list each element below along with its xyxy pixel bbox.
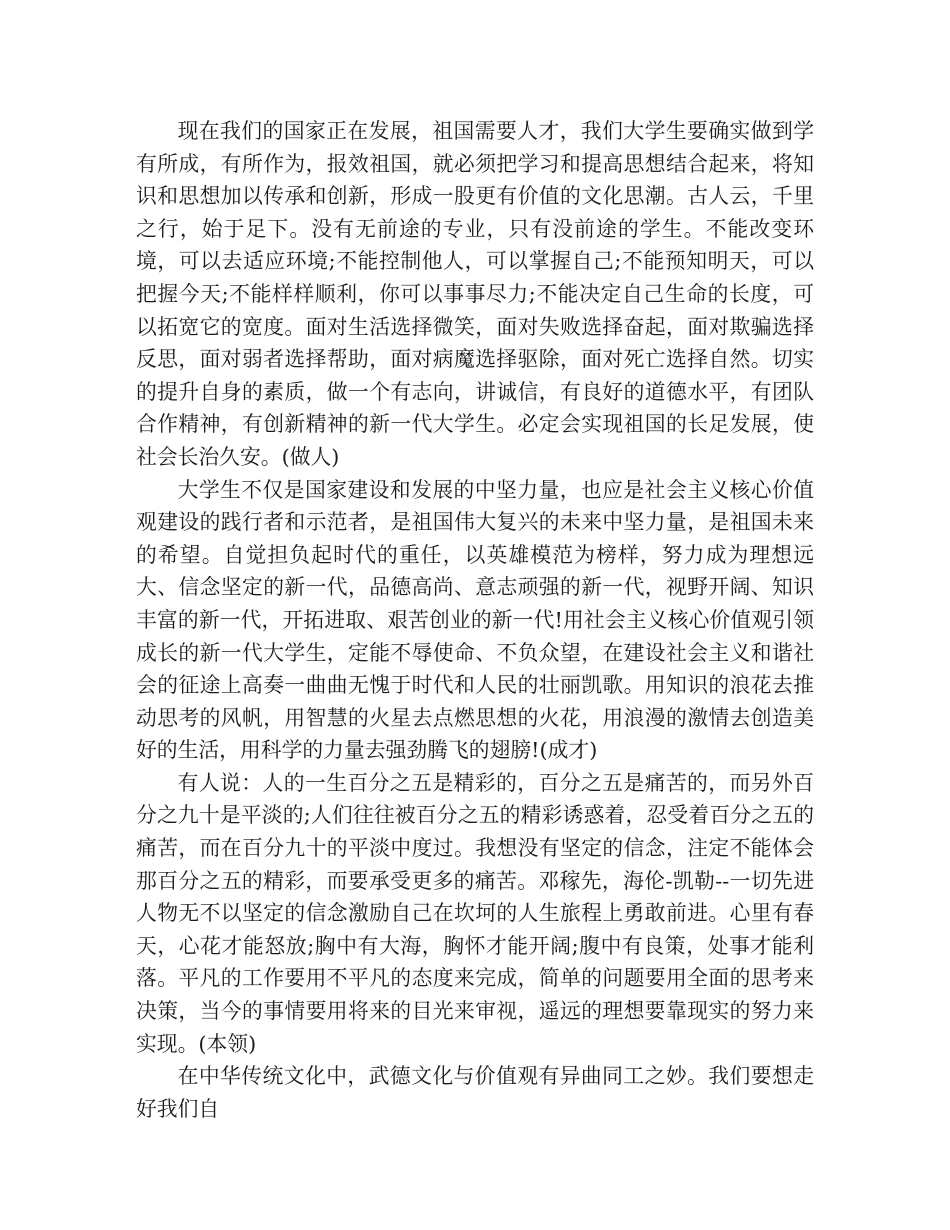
paragraph-wude: 在中华传统文化中，武德文化与价值观有异曲同工之妙。我们要想走好我们自 [136,1064,814,1121]
paragraph-zuoren: 现在我们的国家正在发展，祖国需要人才，我们大学生要确实做到学有所成，有所作为，报效祖国，就必须把学习和提高思想结合起来，将知识和思想加以传承和创新，形成一股更有价值的文化思潮。古人云，千里之行，始于足下。没有无前途的专业，只有没前途的学生。不能改变环境，可以去适应环境;不能控制他人，可以掌握自己;不能预知明天，可以把握今天;不能样样顺利，你可以事事尽力;不能决定自己生命的长度，可以拓宽它的宽度。面对生活选择微笑，面对失败选择奋起，面对欺骗选择反思，面对弱者选择帮助，面对病魔选择驱除，面对死亡选择自然。切实的提升自身的素质，做一个有志向，讲诚信，有良好的道德水平，有团队合作精神，有创新精神的新一代大学生。必定会实现祖国的长足发展，使社会长治久安。(做人) [136,119,814,469]
paragraph-chengcai: 大学生不仅是国家建设和发展的中坚力量，也应是社会主义核心价值观建设的践行者和示范者，是祖国伟大复兴的未来中坚力量，是祖国未来的希望。自觉担负起时代的重任，以英雄模范为榜样，努力成为理想远大、信念坚定的新一代，品德高尚、意志顽强的新一代，视野开阔、知识丰富的新一代，开拓进取、艰苦创业的新一代!用社会主义核心价值观引领成长的新一代大学生，定能不辱使命、不负众望，在建设社会主义和谐社会的征途上高奏一曲曲无愧于时代和人民的壮丽凯歌。用知识的浪花去推动思考的风帆，用智慧的火星去点燃思想的火花，用浪漫的激情去创造美好的生活，用科学的力量去强劲腾飞的翅膀!(成才) [136,477,814,763]
paragraph-benling: 有人说：人的一生百分之五是精彩的，百分之五是痛苦的，而另外百分之九十是平淡的;人们往往被百分之五的精彩诱惑着，忍受着百分之五的痛苦，而在百分九十的平淡中度过。我想没有坚定的信念，注定不能体会那百分之五的精彩，而要承受更多的痛苦。邓稼先，海伦-凯勒--一切先进人物无不以坚定的信念激励自己在坎坷的人生旅程上勇敢前进。心里有春天，心花才能怒放;胸中有大海，胸怀才能开阔;腹中有良策，处事才能利落。平凡的工作要用不平凡的态度来完成，简单的问题要用全面的思考来决策，当今的事情要用将来的目光来审视，遥远的理想要靠现实的努力来实现。(本领) [136,770,814,1056]
document-body [136,115,814,1125]
